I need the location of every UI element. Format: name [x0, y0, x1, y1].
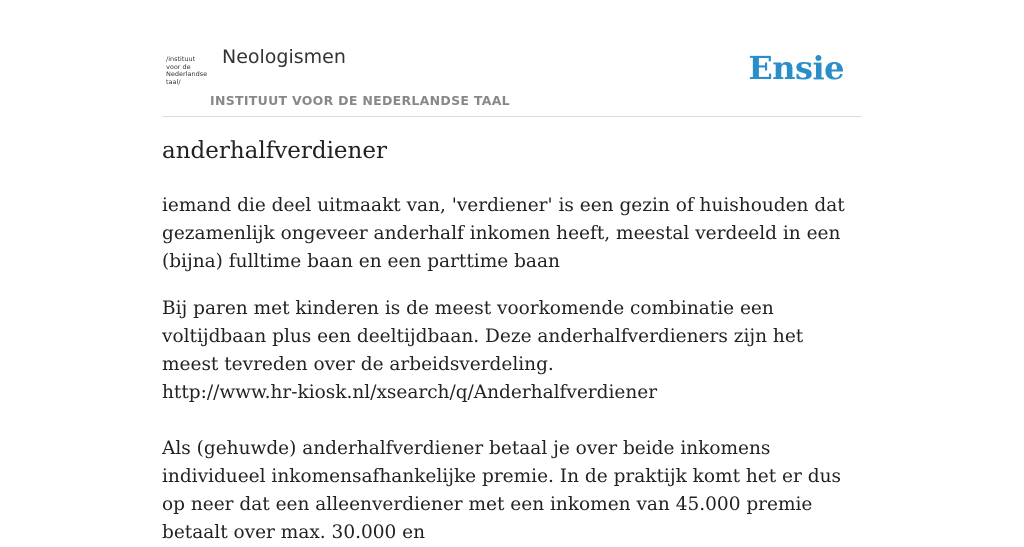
logo-line-1: /instituut: [166, 55, 196, 63]
entry-examples: [162, 295, 862, 547]
example-source-link: http://www.hr-kiosk.nl/xsearch/q/Anderhalfverdiener: [162, 382, 658, 403]
ensie-logo[interactable]: Ensie: [748, 49, 844, 87]
taalunie-logo[interactable]: [166, 56, 208, 90]
source-subtitle: INSTITUUT VOOR DE NEDERLANDSE TAAL: [210, 93, 510, 108]
source-name[interactable]: Neologismen: [222, 46, 346, 68]
example-quote: Bij paren met kinderen is de meest voorkomende combinatie een voltijdbaan plus een deeltijdbaan. Deze anderhalfverdieners zijn het meest tevreden over de arbeidsverdeling.: [162, 298, 804, 375]
entry-definition: iemand die deel uitmaakt van, 'verdiener' is een gezin of huishouden dat gezamenlijk ongeveer anderhalf inkomen heeft, meestal verdeeld in een (bijna) fulltime baan en een parttime baan: [162, 195, 845, 272]
logo-line-4: taal/: [166, 77, 181, 86]
example-quote-2: Als (gehuwde) anderhalfverdiener betaal je over beide inkomens individueel inkomensafhankelijke premie. In de praktijk komt het er dus op neer dat een alleenverdiener met een inkomen van 45.000 premie betaalt over max. 30.000 en: [162, 438, 841, 543]
entry-term: anderhalfverdiener: [162, 138, 387, 164]
logo-line-3: Nederlandse: [166, 70, 208, 79]
logo-line-2: voor de: [166, 62, 191, 71]
page-header: [162, 40, 862, 117]
paragraph-gap: [162, 407, 862, 435]
